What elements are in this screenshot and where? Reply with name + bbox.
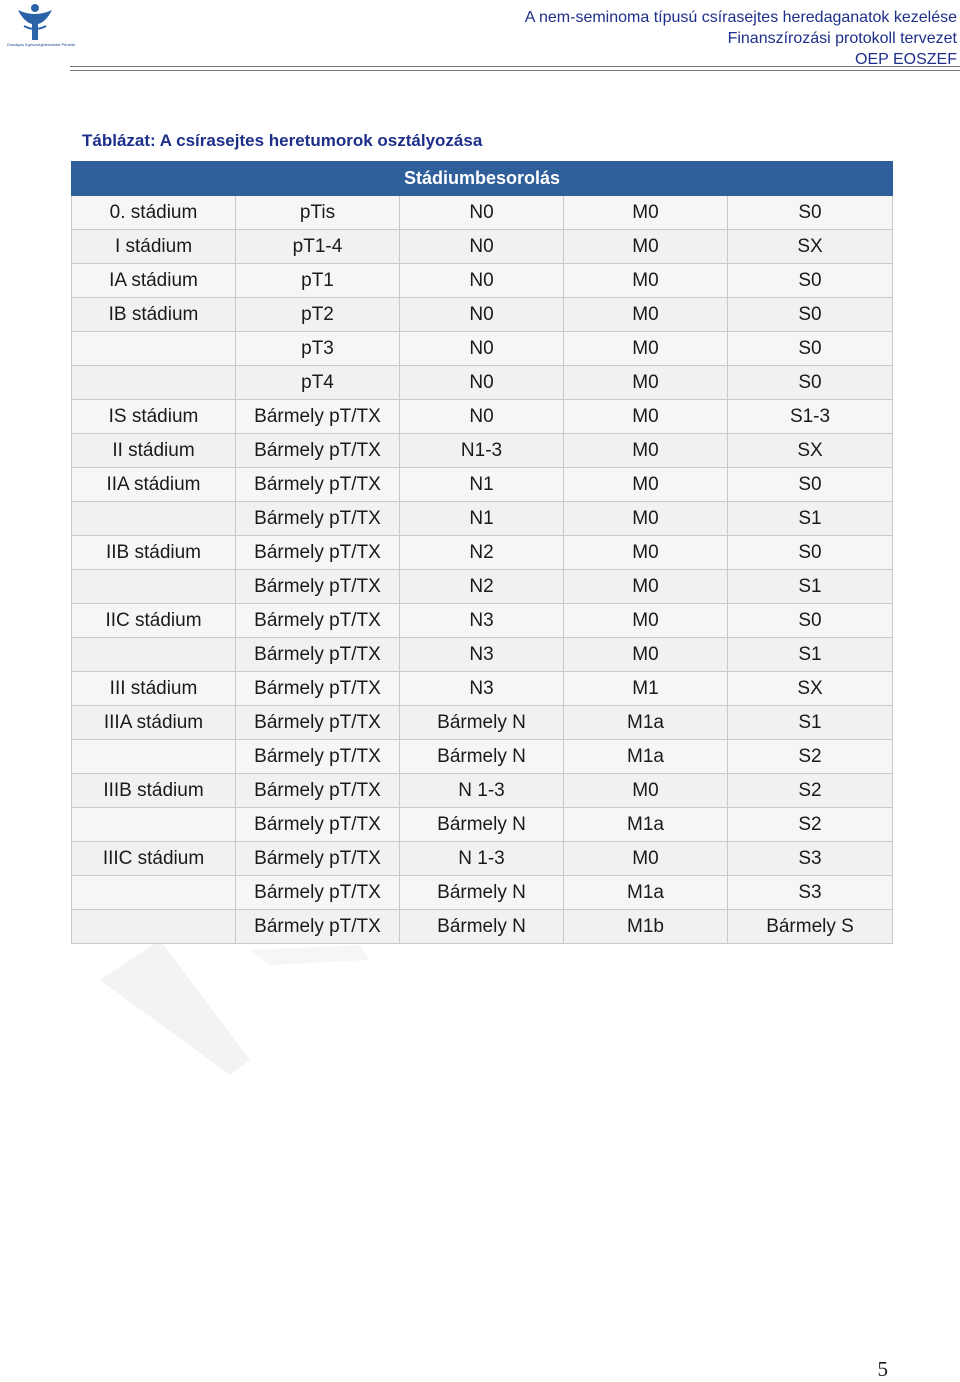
table-row (72, 910, 893, 944)
t-cell: Bármely pT/TX (236, 706, 400, 740)
stage-cell: II stádium (72, 434, 236, 468)
stage-cell: IIIA stádium (72, 706, 236, 740)
table-row (72, 638, 893, 672)
stage-cell: IIB stádium (72, 536, 236, 570)
document-header (525, 7, 957, 70)
s-cell: SX (728, 672, 893, 706)
header-title: A nem-seminoma típusú csírasejtes heredaganatok kezelése (524, 9, 957, 26)
n-cell: N0 (400, 264, 564, 298)
m-cell: M0 (564, 468, 728, 502)
table-body (72, 196, 893, 944)
s-cell: Bármely S (728, 910, 893, 944)
n-cell: N1 (400, 468, 564, 502)
s-cell: S1 (728, 570, 893, 604)
n-cell: N1 (400, 502, 564, 536)
s-cell: SX (728, 230, 893, 264)
table-caption: Táblázat: A csírasejtes heretumorok osztályozása (82, 131, 483, 150)
table-row (72, 842, 893, 876)
stage-cell (72, 910, 236, 944)
n-cell: Bármely N (400, 740, 564, 774)
s-cell: SX (728, 434, 893, 468)
m-cell: M0 (564, 400, 728, 434)
m-cell: M1 (564, 672, 728, 706)
header-organization: OEP EOSZEF (855, 51, 957, 68)
m-cell: M0 (564, 264, 728, 298)
m-cell: M0 (564, 502, 728, 536)
table-row (72, 502, 893, 536)
table-row (72, 298, 893, 332)
s-cell: S1 (728, 638, 893, 672)
t-cell: Bármely pT/TX (236, 468, 400, 502)
t-cell: Bármely pT/TX (236, 536, 400, 570)
header-subtitle: Finanszírozási protokoll tervezet (727, 30, 957, 47)
table-row (72, 740, 893, 774)
m-cell: M1a (564, 808, 728, 842)
n-cell: Bármely N (400, 706, 564, 740)
table-row (72, 230, 893, 264)
n-cell: Bármely N (400, 808, 564, 842)
s-cell: S0 (728, 366, 893, 400)
n-cell: N0 (400, 298, 564, 332)
table-row (72, 706, 893, 740)
stage-cell (72, 808, 236, 842)
staging-table (71, 161, 893, 944)
stage-cell: 0. stádium (72, 196, 236, 230)
m-cell: M1a (564, 706, 728, 740)
logo-text: Országos Egészségbiztosítási Pénztár (6, 42, 76, 47)
logo (4, 2, 76, 58)
m-cell: M0 (564, 230, 728, 264)
s-cell: S1 (728, 502, 893, 536)
s-cell: S0 (728, 468, 893, 502)
table-header-row (72, 162, 893, 196)
s-cell: S2 (728, 808, 893, 842)
n-cell: N1-3 (400, 434, 564, 468)
t-cell: pT1-4 (236, 230, 400, 264)
t-cell: pTis (236, 196, 400, 230)
stage-cell (72, 502, 236, 536)
t-cell: Bármely pT/TX (236, 842, 400, 876)
t-cell: Bármely pT/TX (236, 434, 400, 468)
stage-cell: I stádium (72, 230, 236, 264)
m-cell: M0 (564, 298, 728, 332)
m-cell: M0 (564, 332, 728, 366)
t-cell: Bármely pT/TX (236, 672, 400, 706)
stage-cell: III stádium (72, 672, 236, 706)
s-cell: S0 (728, 196, 893, 230)
table-row (72, 332, 893, 366)
table-row (72, 366, 893, 400)
n-cell: N3 (400, 604, 564, 638)
stage-cell: IIIB stádium (72, 774, 236, 808)
table-row (72, 808, 893, 842)
m-cell: M0 (564, 570, 728, 604)
m-cell: M1b (564, 910, 728, 944)
stage-cell: IIIC stádium (72, 842, 236, 876)
stage-cell (72, 332, 236, 366)
m-cell: M1a (564, 876, 728, 910)
stage-cell (72, 570, 236, 604)
n-cell: N 1-3 (400, 842, 564, 876)
n-cell: Bármely N (400, 876, 564, 910)
s-cell: S3 (728, 876, 893, 910)
s-cell: S0 (728, 604, 893, 638)
stage-cell: IS stádium (72, 400, 236, 434)
stage-cell (72, 366, 236, 400)
stage-cell: IB stádium (72, 298, 236, 332)
table-row (72, 468, 893, 502)
table-row (72, 876, 893, 910)
logo-emblem-icon (4, 2, 66, 42)
s-cell: S0 (728, 332, 893, 366)
m-cell: M0 (564, 638, 728, 672)
n-cell: N3 (400, 638, 564, 672)
m-cell: M0 (564, 536, 728, 570)
n-cell: N3 (400, 672, 564, 706)
t-cell: pT2 (236, 298, 400, 332)
s-cell: S0 (728, 536, 893, 570)
s-cell: S2 (728, 774, 893, 808)
n-cell: Bármely N (400, 910, 564, 944)
m-cell: M0 (564, 774, 728, 808)
table-row (72, 672, 893, 706)
stage-cell: IIA stádium (72, 468, 236, 502)
stage-cell (72, 638, 236, 672)
table-row (72, 774, 893, 808)
n-cell: N0 (400, 196, 564, 230)
t-cell: Bármely pT/TX (236, 910, 400, 944)
t-cell: Bármely pT/TX (236, 774, 400, 808)
t-cell: Bármely pT/TX (236, 604, 400, 638)
t-cell: pT1 (236, 264, 400, 298)
table-row (72, 570, 893, 604)
s-cell: S1 (728, 706, 893, 740)
table-row (72, 196, 893, 230)
t-cell: Bármely pT/TX (236, 876, 400, 910)
m-cell: M0 (564, 604, 728, 638)
t-cell: Bármely pT/TX (236, 638, 400, 672)
watermark (100, 940, 400, 1080)
s-cell: S0 (728, 264, 893, 298)
m-cell: M0 (564, 842, 728, 876)
t-cell: pT3 (236, 332, 400, 366)
table-row (72, 434, 893, 468)
s-cell: S2 (728, 740, 893, 774)
t-cell: pT4 (236, 366, 400, 400)
m-cell: M0 (564, 434, 728, 468)
n-cell: N0 (400, 400, 564, 434)
s-cell: S3 (728, 842, 893, 876)
n-cell: N0 (400, 230, 564, 264)
table-header: Stádiumbesorolás (72, 162, 893, 196)
t-cell: Bármely pT/TX (236, 400, 400, 434)
n-cell: N 1-3 (400, 774, 564, 808)
m-cell: M0 (564, 196, 728, 230)
table-row (72, 604, 893, 638)
table-row (72, 400, 893, 434)
s-cell: S1-3 (728, 400, 893, 434)
t-cell: Bármely pT/TX (236, 570, 400, 604)
n-cell: N0 (400, 332, 564, 366)
n-cell: N2 (400, 536, 564, 570)
stage-cell: IA stádium (72, 264, 236, 298)
m-cell: M0 (564, 366, 728, 400)
t-cell: Bármely pT/TX (236, 808, 400, 842)
m-cell: M1a (564, 740, 728, 774)
table-row (72, 264, 893, 298)
header-divider (70, 66, 960, 71)
t-cell: Bármely pT/TX (236, 740, 400, 774)
stage-cell (72, 876, 236, 910)
stage-cell: IIC stádium (72, 604, 236, 638)
n-cell: N0 (400, 366, 564, 400)
stage-cell (72, 740, 236, 774)
table-row (72, 536, 893, 570)
n-cell: N2 (400, 570, 564, 604)
page-number: 5 (877, 1357, 888, 1381)
t-cell: Bármely pT/TX (236, 502, 400, 536)
s-cell: S0 (728, 298, 893, 332)
